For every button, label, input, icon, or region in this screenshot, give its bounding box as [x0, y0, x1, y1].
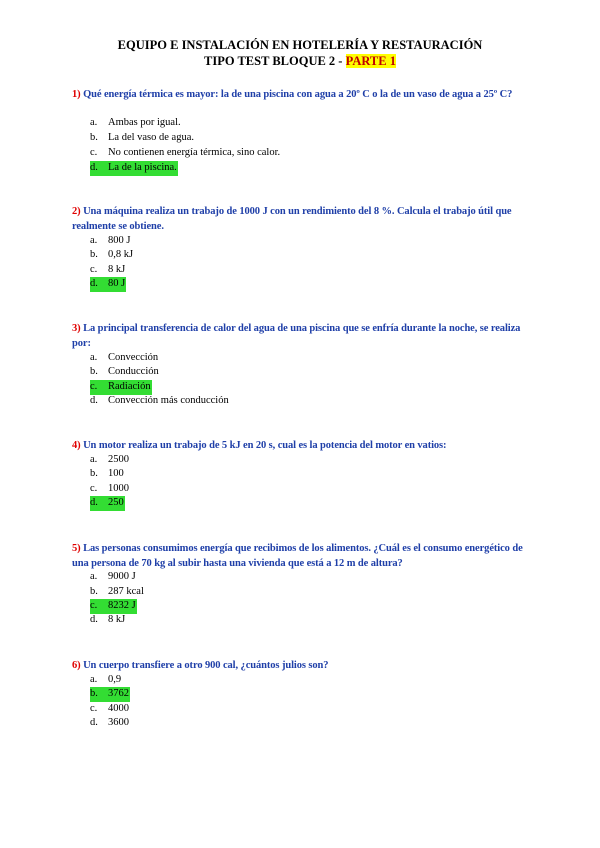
option-4d-correct: d. 250	[90, 496, 125, 511]
question-number: 3)	[72, 323, 81, 334]
document-title-line2	[0, 53, 600, 69]
question-number: 4)	[72, 440, 81, 451]
question-6	[72, 658, 532, 673]
option-2a: a. 800 J	[90, 235, 131, 246]
option-5d: d. 8 kJ	[90, 614, 126, 625]
option-1b: b. La del vaso de agua.	[90, 132, 195, 143]
option-5c-correct: c. 8232 J	[90, 599, 137, 614]
option-3b: b. Conducción	[90, 366, 159, 377]
option-1c: c. No contienen energía térmica, sino calor.	[90, 147, 281, 158]
option-2b: b. 0,8 kJ	[90, 249, 134, 260]
option-6a: a. 0,9	[90, 674, 122, 685]
option-2d-correct: d. 80 J	[90, 277, 126, 292]
question-text: Las personas consumimos energía que recibimos de los alimentos. ¿Cuál es el consumo energético de una persona de 70 kg al subir hasta una vivienda que está a 12 m de altura?	[72, 543, 523, 569]
question-number: 5)	[72, 543, 81, 554]
option-6c: c. 4000	[90, 703, 129, 714]
option-1d-correct: d. La de la piscina.	[90, 161, 178, 176]
option-3c-correct: c. Radiación	[90, 380, 152, 395]
question-2	[72, 204, 532, 234]
option-3d: d. Convección más conducción	[90, 395, 229, 406]
document-title-line1: EQUIPO E INSTALACIÓN EN HOTELERÍA Y RESTAURACIÓN	[117, 38, 483, 52]
title-prefix: TIPO TEST BLOQUE 2 -	[204, 54, 346, 68]
question-text: Un cuerpo transfiere a otro 900 cal, ¿cuántos julios son?	[83, 660, 329, 671]
question-number: 1)	[72, 89, 81, 100]
question-text: Un motor realiza un trabajo de 5 kJ en 20 s, cual es la potencia del motor en vatios:	[83, 440, 447, 451]
question-text: Qué energía térmica es mayor: la de una piscina con agua a 20º C o la de un vaso de agua a 25º C?	[83, 89, 513, 100]
part-highlight: PARTE 1	[345, 54, 396, 68]
option-5b: b. 287 kcal	[90, 586, 144, 597]
question-5	[72, 541, 532, 571]
question-text: La principal transferencia de calor del agua de una piscina que se enfría durante la noche, se realiza por:	[72, 323, 521, 349]
option-4c: c. 1000	[90, 483, 129, 494]
option-6b-correct: b. 3762	[90, 687, 130, 702]
option-6d: d. 3600	[90, 717, 129, 728]
option-3a: a. Convección	[90, 352, 159, 363]
question-1	[72, 87, 532, 102]
question-number: 2)	[72, 206, 81, 217]
question-number: 6)	[72, 660, 81, 671]
option-5a: a. 9000 J	[90, 571, 136, 582]
option-1a: a. Ambas por igual.	[90, 117, 181, 128]
question-3	[72, 321, 532, 351]
option-4b: b. 100	[90, 468, 124, 479]
question-4	[72, 438, 532, 453]
option-2c: c. 8 kJ	[90, 264, 126, 275]
question-text: Una máquina realiza un trabajo de 1000 J con un rendimiento del 8 %. Calcula el trabajo útil que realmente se obtiene.	[72, 206, 512, 232]
option-4a: a. 2500	[90, 454, 129, 465]
